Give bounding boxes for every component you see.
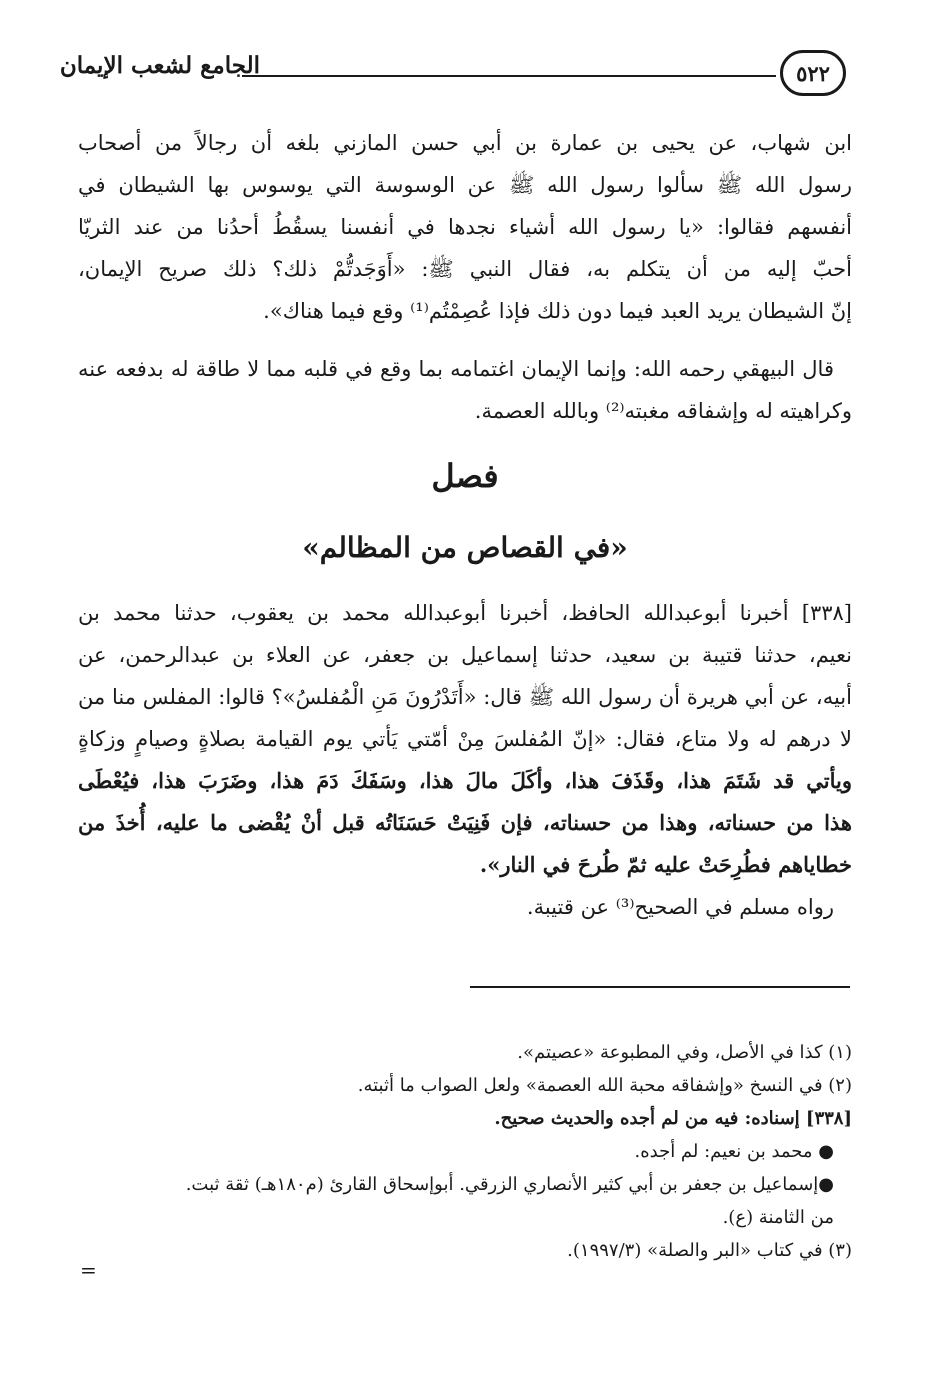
source-note: رواه مسلم في الصحيح⁽³⁾ عن قتيبة.: [526, 895, 834, 919]
continuation-mark: =: [80, 1258, 97, 1282]
text-line: قال البيهقي رحمه الله: وإنما الإيمان اغتمامه بما وقع في قلبه مما لا طاقة له بدفعه عنه: [78, 357, 834, 381]
text-line: وكراهيته له وإشفاقه مغبته⁽²⁾ وبالله العصمة.: [474, 399, 852, 423]
text-line: رسول الله ﷺ سألوا رسول الله ﷺ عن الوسوسة التي يوسوس بها الشيطان في: [78, 173, 852, 197]
text-line: ابن شهاب، عن يحيى بن عمارة بن أبي حسن المازني بلغه أن رجالاً من أصحاب: [78, 131, 852, 155]
paragraph-bayhaqi-comment: [78, 348, 852, 432]
text-line: أبيه، عن أبي هريرة أن رسول الله ﷺ قال: «أَتَدْرُونَ مَنِ الْمُفلسُ»؟ قالوا: المفلس منا من: [78, 685, 852, 709]
footnote-bullet: ● محمد بن نعيم: لم أجده.: [634, 1141, 834, 1162]
paragraph-hadith-338: [78, 592, 852, 886]
header-rule: [242, 75, 776, 77]
page-header: [59, 36, 852, 96]
text-line: خطاياهم فطُرِحَتْ عليه ثمّ طُرحَ في النار».: [479, 852, 852, 877]
text-line: أنفسهم فقالوا: «يا رسول الله أشياء نجدها في أنفسنا يسقُطُ أحدُنا من عند الثريّا: [78, 215, 852, 239]
text-line: إنّ الشيطان يريد العبد فيما دون ذلك فإذا عُصِمْتُم⁽¹⁾ وقع فيما هناك».: [263, 299, 852, 323]
footnote-bullet: ●إسماعيل بن جعفر بن أبي كثير الأنصاري الزرقي. أبوإسحاق القارئ (م١٨٠هـ) ثقة ثبت.: [185, 1174, 834, 1195]
text-line: [٣٣٨] أخبرنا أبوعبدالله الحافظ، أخبرنا أبوعبدالله محمد بن يعقوب، حدثنا محمد بن: [78, 601, 852, 625]
footnotes: [78, 1036, 852, 1267]
paragraph-gap: [78, 332, 852, 348]
footnote-bullet-continuation: من الثامنة (ع).: [722, 1207, 834, 1228]
text-line: نعيم، حدثنا قتيبة بن سعيد، حدثنا إسماعيل بن جعفر، عن العلاء بن عبدالرحمن، عن: [78, 643, 852, 667]
footnote-1: (١) كذا في الأصل، وفي المطبوعة «عصيتم».: [517, 1042, 852, 1063]
footnote-338: [٣٣٨] إسناده: فيه من لم أجده والحديث صحيح.: [494, 1108, 852, 1129]
section-subtitle: «في القصاص من المظالم»: [302, 531, 628, 564]
running-title: الجامع لشعب الإيمان: [59, 52, 260, 79]
section-title: فصل: [431, 457, 499, 495]
text-line: ويأتي قد شَتَمَ هذا، وقَذَفَ هذا، وأكَلَ مالَ هذا، وسَفَكَ دَمَ هذا، وضَرَبَ هذا، فيُعْطَى: [78, 768, 852, 793]
footnote-separator: [470, 986, 850, 988]
footnote-2: (٢) في النسخ «وإشفاقه محبة الله العصمة» ولعل الصواب ما أثبته.: [357, 1075, 852, 1096]
main-text: [78, 122, 852, 928]
paragraph-gap: [78, 576, 852, 592]
page-number: ٥٢٢: [780, 50, 846, 96]
paragraph-gap: [78, 432, 852, 448]
paragraph-gap: [78, 504, 852, 520]
text-line: أحبّ إليه من أن يتكلم به، فقال النبي ﷺ: «أَوَجَدتُّمْ ذلك؟ ذلك صريح الإيمان،: [78, 257, 852, 281]
text-line: هذا من حسناته، وهذا من حسناته، فإن فَنِيَتْ حَسَنَاتُه قبل أنْ يُقْضى ما عليه، أُخذَ من: [78, 810, 852, 835]
text-line: لا درهم له ولا متاع، فقال: «إنّ المُفلسَ مِنْ أمّتي يَأتي يوم القيامة بصلاةٍ وصيامٍ وزكاةٍ: [78, 727, 852, 751]
paragraph-hadith-waswasa: [78, 122, 852, 332]
footnote-3: (٣) في كتاب «البر والصلة» (١٩٩٧/٣).: [567, 1240, 852, 1261]
